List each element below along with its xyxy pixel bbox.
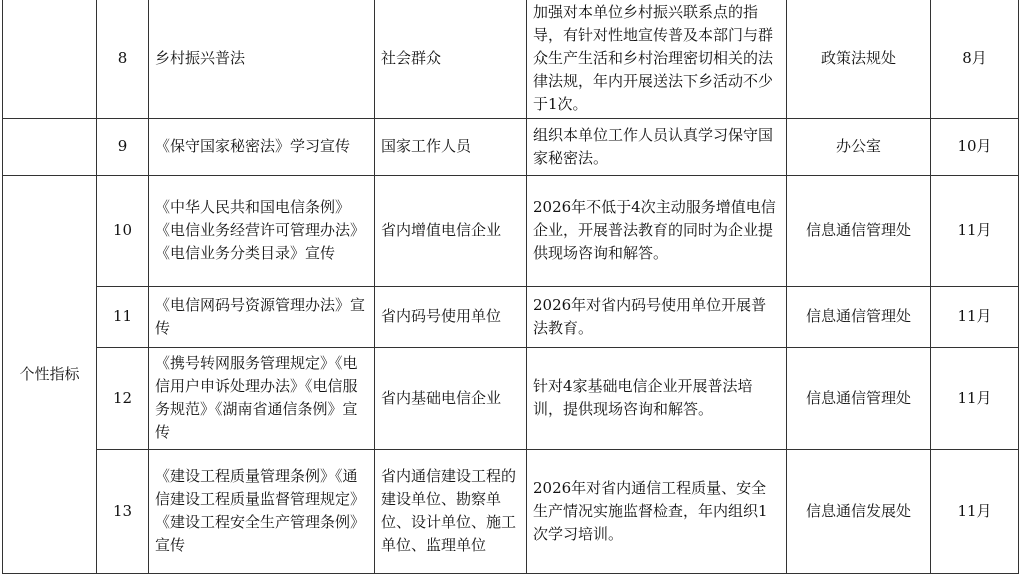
- responsible-dept: 信息通信管理处: [787, 347, 931, 449]
- task-name: 《携号转网服务管理规定》《电信用户申诉处理办法》《电信服务规范》《湖南省通信条例》宣传: [149, 347, 375, 449]
- responsible-dept: 政策法规处: [787, 0, 931, 118]
- completion-month: 10月: [931, 118, 1019, 175]
- responsible-dept: 办公室: [787, 118, 931, 175]
- target-audience: 省内码号使用单位: [375, 286, 527, 347]
- target-audience: 社会群众: [375, 0, 527, 118]
- completion-month: 11月: [931, 286, 1019, 347]
- row-index: 10: [97, 175, 149, 286]
- task-content: 针对4家基础电信企业开展普法培训，提供现场咨询和解答。: [527, 347, 787, 449]
- category-cell-empty: [3, 0, 97, 118]
- task-name: 《建设工程质量管理条例》《通信建设工程质量监督管理规定》《建设工程安全生产管理条例》宣传: [149, 449, 375, 573]
- row-index: 11: [97, 286, 149, 347]
- table-row: [3, 449, 1019, 573]
- completion-month: 11月: [931, 347, 1019, 449]
- task-name: 《中华人民共和国电信条例》《电信业务经营许可管理办法》《电信业务分类目录》宣传: [149, 175, 375, 286]
- task-content: 加强对本单位乡村振兴联系点的指导，有针对性地宣传普及本部门与群众生产生活和乡村治理密切相关的法律法规，年内开展送法下乡活动不少于1次。: [527, 0, 787, 118]
- responsible-dept: 信息通信管理处: [787, 286, 931, 347]
- row-index: 9: [97, 118, 149, 175]
- task-name: 《保守国家秘密法》学习宣传: [149, 118, 375, 175]
- task-content: 2026年对省内码号使用单位开展普法教育。: [527, 286, 787, 347]
- category-cell-empty: [3, 118, 97, 175]
- completion-month: 8月: [931, 0, 1019, 118]
- law-publicity-table: [2, 0, 1019, 574]
- task-name: 《电信网码号资源管理办法》宣传: [149, 286, 375, 347]
- target-audience: 国家工作人员: [375, 118, 527, 175]
- responsible-dept: 信息通信管理处: [787, 175, 931, 286]
- row-index: 8: [97, 0, 149, 118]
- category-label: 个性指标: [3, 175, 97, 573]
- row-index: 12: [97, 347, 149, 449]
- task-content: 2026年不低于4次主动服务增值电信企业，开展普法教育的同时为企业提供现场咨询和解答。: [527, 175, 787, 286]
- completion-month: 11月: [931, 449, 1019, 573]
- task-content: 2026年对省内通信工程质量、安全生产情况实施监督检查，年内组织1次学习培训。: [527, 449, 787, 573]
- task-content: 组织本单位工作人员认真学习保守国家秘密法。: [527, 118, 787, 175]
- target-audience: 省内基础电信企业: [375, 347, 527, 449]
- task-name: 乡村振兴普法: [149, 0, 375, 118]
- responsible-dept: 信息通信发展处: [787, 449, 931, 573]
- row-index: 13: [97, 449, 149, 573]
- table-row: [3, 118, 1019, 175]
- table-row: [3, 0, 1019, 118]
- table-row: [3, 175, 1019, 286]
- table-row: [3, 286, 1019, 347]
- target-audience: 省内通信建设工程的建设单位、勘察单位、设计单位、施工单位、监理单位: [375, 449, 527, 573]
- table-row: [3, 347, 1019, 449]
- completion-month: 11月: [931, 175, 1019, 286]
- target-audience: 省内增值电信企业: [375, 175, 527, 286]
